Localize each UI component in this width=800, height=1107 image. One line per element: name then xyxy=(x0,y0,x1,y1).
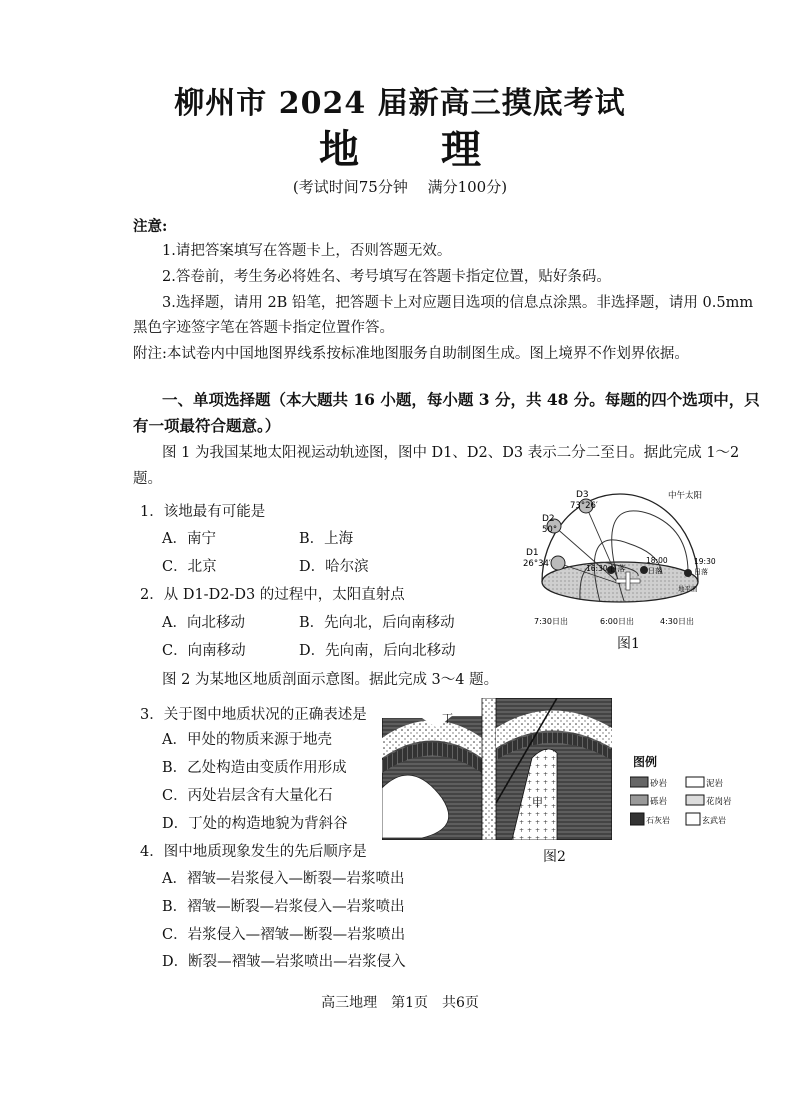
section-heading: 一、单项选择题（本大题共 16 小题，每小题 3 分，共 48 分。每题的四个选项中，只 xyxy=(162,390,760,409)
figure1-sun-path-diagram xyxy=(520,484,720,629)
exam-title: 柳州市 2024 届新高三摸底考试 xyxy=(174,86,626,121)
figure2-caption: 图2 xyxy=(543,849,566,865)
sunset-mark xyxy=(684,569,692,577)
notice-item: 1.请把答案填写在答题卡上，否则答题无效。 xyxy=(162,243,452,259)
legend-swatch-conglomerate xyxy=(630,795,648,805)
legend-label: 泥岩 xyxy=(706,779,724,789)
question-3-option-d: D．丁处的构造地貌为背斜谷 xyxy=(162,816,348,832)
figure1-intro: 题。 xyxy=(133,471,162,487)
question-2-option-c: C．向南移动 xyxy=(162,643,246,659)
question-1-stem: 1．该地最有可能是 xyxy=(140,504,266,520)
question-1-option-a: A．南宁 xyxy=(162,531,216,547)
label-d3: D3 xyxy=(576,490,589,500)
label-ding: 丁 xyxy=(442,712,453,725)
question-1-option-c: C．北京 xyxy=(162,559,217,575)
sun-d1 xyxy=(551,556,565,570)
observer-icon xyxy=(626,572,630,590)
subject-title: 地 理 xyxy=(319,126,515,173)
legend-label: 砂岩 xyxy=(650,779,668,789)
notice-label: 注意: xyxy=(133,218,168,235)
label-jia: 甲 xyxy=(532,796,543,809)
question-4-option-a: A．褶皱—岩浆侵入—断裂—岩浆喷出 xyxy=(162,871,405,887)
question-4-option-b: B．褶皱—断裂—岩浆侵入—岩浆喷出 xyxy=(162,899,405,915)
question-1-option-d: D．哈尔滨 xyxy=(299,559,369,575)
question-3-option-c: C．丙处岩层含有大量化石 xyxy=(162,788,333,804)
question-2-stem: 2．从 D1-D2-D3 的过程中，太阳直射点 xyxy=(140,587,405,603)
notice-item: 2.答卷前，考生务必将姓名、考号填写在答题卡指定位置，贴好条码。 xyxy=(162,269,611,285)
label-sunrise-2: 6:00日出 xyxy=(600,617,634,626)
question-3-option-a: A．甲处的物质来源于地壳 xyxy=(162,732,332,748)
label-1930-sunset: 日落 xyxy=(694,568,708,576)
notice-item: 黑色字迹签字笔在答题卡指定位置作答。 xyxy=(133,320,394,336)
legend-swatch-mudstone xyxy=(686,777,704,787)
figure1-caption: 图1 xyxy=(617,636,640,652)
question-2-option-a: A．向北移动 xyxy=(162,615,245,631)
label-d2-angle: 50° xyxy=(542,525,558,535)
notice-item: 3.选择题，请用 2B 铅笔，把答题卡上对应题目选项的信息点涂黑。非选择题，请用 0.5mm xyxy=(162,295,754,311)
label-1630: 16:30 日落 xyxy=(586,564,625,573)
notice-note: 附注:本试卷内中国地图界线系按标准地图服务自助制图生成。图上境界不作划界依据。 xyxy=(133,346,689,362)
question-3-option-b: B．乙处构造由变质作用形成 xyxy=(162,760,347,776)
label-d1: D1 xyxy=(526,548,539,558)
legend-label: 石灰岩 xyxy=(646,816,670,825)
label-sunrise-3: 4:30日出 xyxy=(660,617,694,626)
legend-swatch-granite xyxy=(686,795,704,805)
exam-subtitle: (考试时间75分钟 满分100分) xyxy=(292,178,508,196)
legend-title: 图例 xyxy=(633,755,658,769)
legend-label: 砾岩 xyxy=(650,797,668,807)
figure2-geologic-section xyxy=(382,698,612,840)
question-1-option-b: B．上海 xyxy=(299,531,354,547)
legend-swatch-limestone xyxy=(630,813,644,825)
question-4-option-d: D．断裂—褶皱—岩浆喷出—岩浆侵入 xyxy=(162,954,406,970)
question-2-option-d: D．先向南，后向北移动 xyxy=(299,643,456,659)
section-heading: 有一项最符合题意。） xyxy=(133,416,281,435)
question-3-stem: 3．关于图中地质状况的正确表述是 xyxy=(140,707,367,723)
legend-swatch-basalt xyxy=(686,813,700,825)
label-horizon: 地平面 xyxy=(678,585,698,593)
label-noon-sun: 中午太阳 xyxy=(668,491,703,501)
figure2-legend xyxy=(630,775,740,833)
figure2-intro: 图 2 为某地区地质剖面示意图。据此完成 3～4 题。 xyxy=(162,672,499,688)
legend-label: 玄武岩 xyxy=(702,816,726,825)
label-1800-sunset: 日落 xyxy=(648,567,662,575)
sunset-mark xyxy=(640,566,648,574)
label-d3-angle: 73°26′ xyxy=(570,501,598,511)
figure1-intro: 图 1 为我国某地太阳视运动轨迹图，图中 D1、D2、D3 表示二分二至日。据此完成 1～2 xyxy=(162,445,740,461)
question-2-option-b: B．先向北，后向南移动 xyxy=(299,615,455,631)
question-4-stem: 4．图中地质现象发生的先后顺序是 xyxy=(140,844,367,860)
legend-swatch-sandstone xyxy=(630,777,648,787)
page-footer: 高三地理 第1页 共6页 xyxy=(321,995,479,1011)
label-1800: 18:00 xyxy=(646,556,668,565)
dike xyxy=(482,698,496,840)
question-4-option-c: C．岩浆侵入—褶皱—断裂—岩浆喷出 xyxy=(162,927,406,943)
legend-label: 花岗岩 xyxy=(706,797,732,807)
label-sunrise-1: 7:30日出 xyxy=(534,617,568,626)
label-d2: D2 xyxy=(542,514,555,524)
label-1930: 19:30 xyxy=(694,557,716,566)
label-d1-angle: 26°34′ xyxy=(523,559,551,569)
